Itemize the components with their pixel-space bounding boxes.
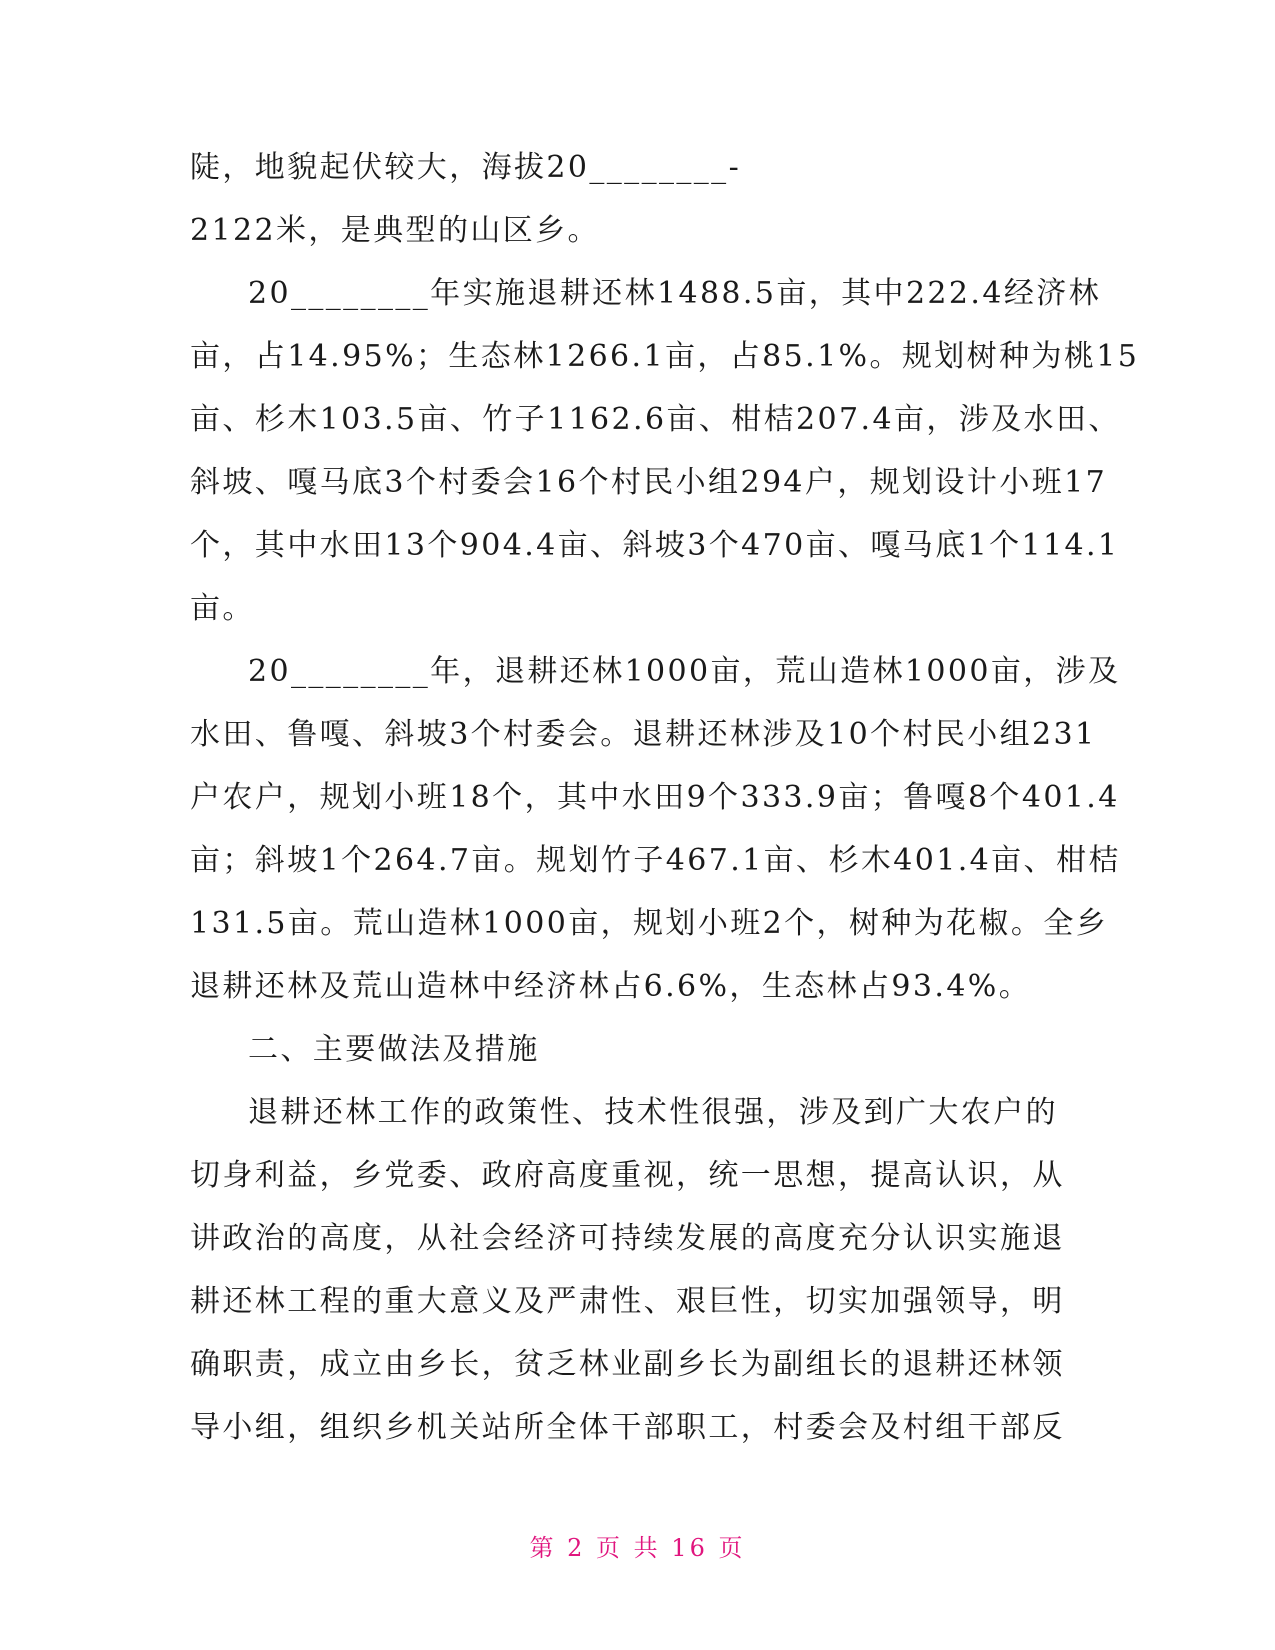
text-line: 亩。 [190,591,255,626]
text-line: 131.5亩。荒山造林1000亩，规划小班2个，树种为花椒。全乡 [190,906,1109,941]
text-line: 个，其中水田13个904.4亩、斜坡3个470亩、嘎马底1个114.1 [190,528,1120,563]
text-line: 讲政治的高度，从社会经济可持续发展的高度充分认识实施退 [190,1221,1065,1256]
text-line: 耕还林工程的重大意义及严肃性、艰巨性，切实加强领导，明 [190,1284,1065,1319]
paragraph-start-line: 20________年，退耕还林1000亩，荒山造林1000亩，涉及 [248,654,1121,689]
text-line: 斜坡、嘎马底3个村委会16个村民小组294户，规划设计小班17 [190,465,1108,500]
text-line: 确职责，成立由乡长，贫乏林业副乡长为副组长的退耕还林领 [190,1347,1065,1382]
text-line: 亩；斜坡1个264.7亩。规划竹子467.1亩、杉木401.4亩、柑桔 [190,843,1121,878]
text-line: 户农户，规划小班18个，其中水田9个333.9亩；鲁嘎8个401.4 [190,780,1120,815]
text-line: 亩、杉木103.5亩、竹子1162.6亩、柑桔207.4亩，涉及水田、 [190,402,1121,437]
text-line: 导小组，组织乡机关站所全体干部职工，村委会及村组干部反 [190,1410,1065,1445]
paragraph-start-line: 退耕还林工作的政策性、技术性很强，涉及到广大农户的 [248,1095,1058,1130]
section-heading: 二、主要做法及措施 [248,1032,540,1067]
text-line: 亩，占14.95%；生态林1266.1亩，占85.1%。规划树种为桃15 [190,339,1140,374]
body-text [190,136,1140,1459]
text-line: 退耕还林及荒山造林中经济林占6.6%，生态林占93.4%。 [190,969,1032,1004]
paragraph-start-line: 20________年实施退耕还林1488.5亩，其中222.4经济林 [248,276,1102,311]
text-line: 2122米，是典型的山区乡。 [190,213,600,248]
text-line: 陡，地貌起伏较大，海拔20________- [190,150,742,185]
text-line: 切身利益，乡党委、政府高度重视，统一思想，提高认识，从 [190,1158,1065,1193]
page-number-footer: 第 2 页 共 16 页 [529,1534,746,1562]
text-line: 水田、鲁嘎、斜坡3个村委会。退耕还林涉及10个村民小组231 [190,717,1097,752]
